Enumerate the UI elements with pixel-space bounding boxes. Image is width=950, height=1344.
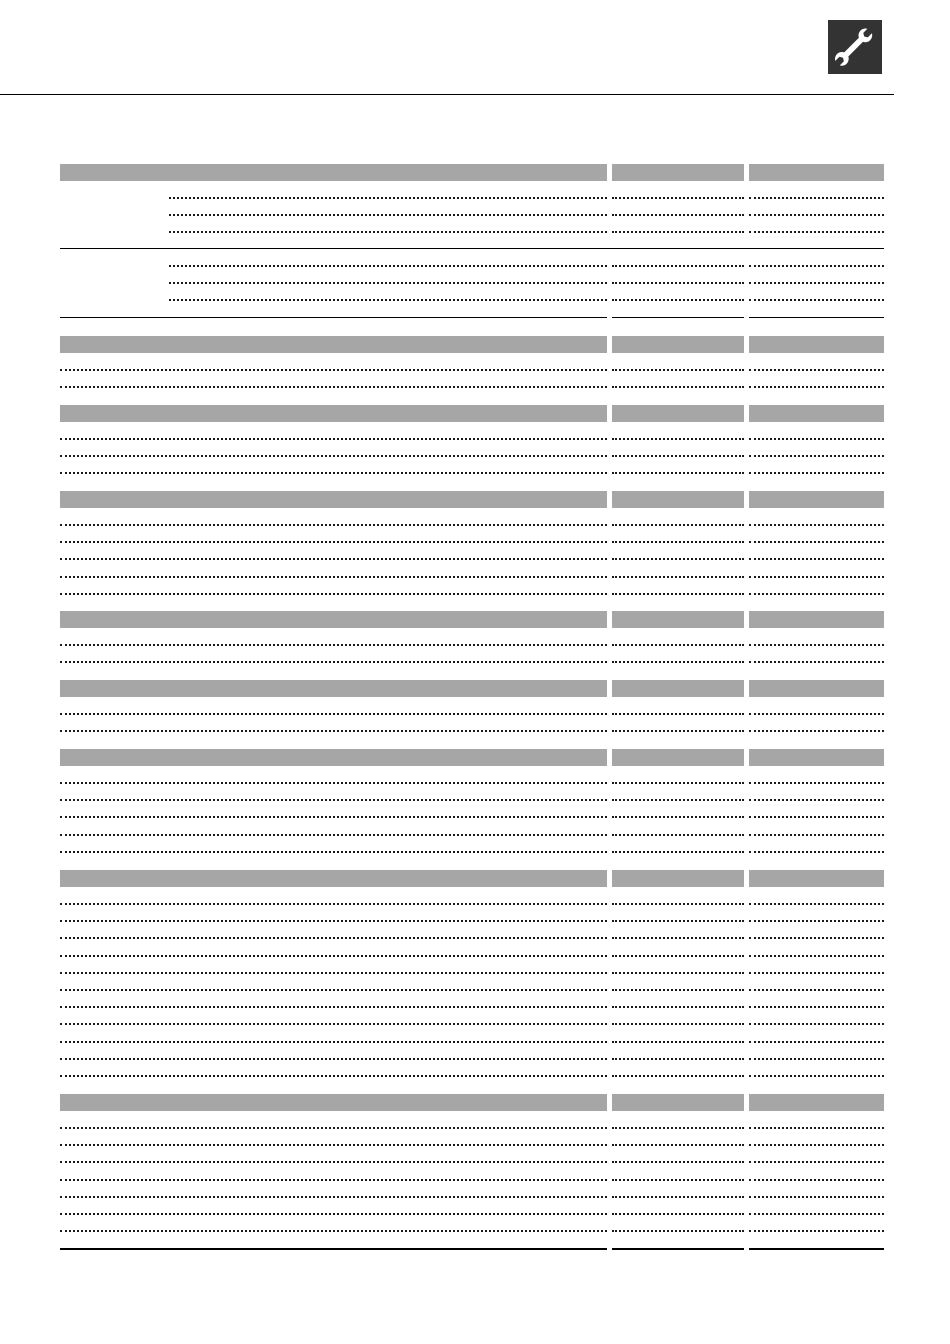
section-2-header-col-3 (749, 336, 884, 353)
section-6-entry-line-1-col-3[interactable] (749, 713, 884, 715)
section-1-entry-line-4-col-2[interactable] (612, 265, 744, 267)
section-9-entry-line-2-col-2[interactable] (612, 1144, 744, 1146)
section-1-entry-line-5-col-3[interactable] (749, 282, 884, 284)
section-4-entry-line-1-col-3[interactable] (749, 524, 884, 526)
section-6-entry-line-2-col-2[interactable] (612, 730, 744, 732)
section-1-entry-line-2-col-1[interactable] (169, 214, 607, 216)
section-4-entry-line-3-col-1[interactable] (60, 558, 607, 560)
section-8-entry-line-10-col-2[interactable] (612, 1058, 744, 1060)
section-4-entry-line-2-col-1[interactable] (60, 541, 607, 543)
form-bottom-rule-col-1 (60, 1248, 607, 1250)
section-8-entry-line-8-col-2[interactable] (612, 1023, 744, 1025)
section-7-entry-line-2-col-3[interactable] (749, 799, 884, 801)
section-4-entry-line-4-col-2[interactable] (612, 576, 744, 578)
section-3-entry-line-1-col-3[interactable] (749, 438, 884, 440)
section-9-header-col-3 (749, 1094, 884, 1111)
section-1-entry-line-1-col-3[interactable] (749, 197, 884, 199)
section-3-entry-line-2-col-2[interactable] (612, 455, 744, 457)
section-6-entry-line-2-col-1[interactable] (60, 730, 607, 732)
section-7-entry-line-2-col-1[interactable] (60, 799, 607, 801)
section-8-entry-line-6-col-2[interactable] (612, 989, 744, 991)
section-7-entry-line-5-col-2[interactable] (612, 851, 744, 853)
section-9-entry-line-6-col-3[interactable] (749, 1213, 884, 1215)
section-8-entry-line-10-col-1[interactable] (60, 1058, 607, 1060)
group-divider (60, 248, 884, 249)
section-9-entry-line-4-col-1[interactable] (60, 1179, 607, 1181)
section-4-entry-line-1-col-2[interactable] (612, 524, 744, 526)
section-9-entry-line-2-col-1[interactable] (60, 1144, 607, 1146)
section-8-entry-line-5-col-1[interactable] (60, 972, 607, 974)
section-9-entry-line-6-col-2[interactable] (612, 1213, 744, 1215)
section-8-entry-line-11-col-3[interactable] (749, 1075, 884, 1077)
section-9-entry-line-7-col-2[interactable] (612, 1230, 744, 1232)
section-8-entry-line-10-col-3[interactable] (749, 1058, 884, 1060)
section-8-entry-line-8-col-3[interactable] (749, 1023, 884, 1025)
section-7-entry-line-3-col-1[interactable] (60, 816, 607, 818)
section-1-header-col-1 (60, 164, 607, 181)
section-1-entry-line-4-col-1[interactable] (169, 265, 607, 267)
section-1-entry-line-6-col-2[interactable] (612, 299, 744, 301)
section-7-entry-line-4-col-1[interactable] (60, 834, 607, 836)
section-2-entry-line-1-col-1[interactable] (60, 369, 607, 371)
section-1-entry-line-3-col-3[interactable] (749, 231, 884, 233)
section-9-entry-line-5-col-3[interactable] (749, 1196, 884, 1198)
section-4-entry-line-2-col-2[interactable] (612, 541, 744, 543)
section-8-entry-line-8-col-1[interactable] (60, 1023, 607, 1025)
section-1-closing-rule-col-2 (612, 317, 744, 318)
section-4-entry-line-5-col-3[interactable] (749, 593, 884, 595)
section-1-closing-rule-col-1 (60, 317, 607, 318)
section-4-entry-line-5-col-2[interactable] (612, 593, 744, 595)
section-9-header-col-1 (60, 1094, 607, 1111)
section-1-entry-line-1-col-1[interactable] (169, 197, 607, 199)
section-3-entry-line-1-col-2[interactable] (612, 438, 744, 440)
section-9-entry-line-1-col-2[interactable] (612, 1127, 744, 1129)
section-5-entry-line-1-col-2[interactable] (612, 644, 744, 646)
section-8-entry-line-2-col-3[interactable] (749, 920, 884, 922)
section-8-header-col-1 (60, 870, 607, 887)
section-8-entry-line-1-col-1[interactable] (60, 903, 607, 905)
section-1-entry-line-6-col-3[interactable] (749, 299, 884, 301)
section-2-entry-line-1-col-2[interactable] (612, 369, 744, 371)
section-9-entry-line-1-col-3[interactable] (749, 1127, 884, 1129)
section-9-header-col-2 (612, 1094, 744, 1111)
section-7-entry-line-1-col-1[interactable] (60, 782, 607, 784)
section-8-entry-line-3-col-2[interactable] (612, 937, 744, 939)
section-9-entry-line-5-col-2[interactable] (612, 1196, 744, 1198)
section-8-entry-line-6-col-3[interactable] (749, 989, 884, 991)
section-1-closing-rule-col-3 (749, 317, 884, 318)
section-4-entry-line-2-col-3[interactable] (749, 541, 884, 543)
section-9-entry-line-6-col-1[interactable] (60, 1213, 607, 1215)
section-8-entry-line-4-col-1[interactable] (60, 955, 607, 957)
section-8-entry-line-9-col-3[interactable] (749, 1041, 884, 1043)
section-3-entry-line-2-col-3[interactable] (749, 455, 884, 457)
section-8-entry-line-7-col-1[interactable] (60, 1006, 607, 1008)
section-8-entry-line-9-col-2[interactable] (612, 1041, 744, 1043)
section-4-entry-line-4-col-3[interactable] (749, 576, 884, 578)
section-7-header-col-1 (60, 749, 607, 766)
section-8-header-col-3 (749, 870, 884, 887)
section-1-entry-line-2-col-2[interactable] (612, 214, 744, 216)
section-9-entry-line-4-col-3[interactable] (749, 1179, 884, 1181)
section-1-entry-line-1-col-2[interactable] (612, 197, 744, 199)
section-2-entry-line-2-col-3[interactable] (749, 386, 884, 388)
section-5-entry-line-1-col-3[interactable] (749, 644, 884, 646)
section-7-entry-line-4-col-2[interactable] (612, 834, 744, 836)
section-8-entry-line-3-col-1[interactable] (60, 937, 607, 939)
section-3-entry-line-1-col-1[interactable] (60, 438, 607, 440)
section-5-entry-line-2-col-2[interactable] (612, 661, 744, 663)
section-8-entry-line-9-col-1[interactable] (60, 1041, 607, 1043)
section-8-entry-line-5-col-2[interactable] (612, 972, 744, 974)
section-1-header-col-3 (749, 164, 884, 181)
section-6-header-col-1 (60, 680, 607, 697)
section-8-entry-line-1-col-2[interactable] (612, 903, 744, 905)
section-7-entry-line-3-col-3[interactable] (749, 816, 884, 818)
section-4-header-col-1 (60, 491, 607, 508)
section-8-entry-line-4-col-2[interactable] (612, 955, 744, 957)
section-4-entry-line-3-col-3[interactable] (749, 558, 884, 560)
section-7-entry-line-4-col-3[interactable] (749, 834, 884, 836)
section-6-header-col-2 (612, 680, 744, 697)
section-1-entry-line-3-col-2[interactable] (612, 231, 744, 233)
section-5-header-col-2 (612, 611, 744, 628)
section-3-entry-line-2-col-1[interactable] (60, 455, 607, 457)
section-5-header-col-1 (60, 611, 607, 628)
section-8-entry-line-1-col-3[interactable] (749, 903, 884, 905)
section-3-header-col-2 (612, 405, 744, 422)
section-8-header-col-2 (612, 870, 744, 887)
section-1-entry-line-4-col-3[interactable] (749, 265, 884, 267)
section-5-entry-line-2-col-3[interactable] (749, 661, 884, 663)
section-4-entry-line-5-col-1[interactable] (60, 593, 607, 595)
section-7-entry-line-3-col-2[interactable] (612, 816, 744, 818)
section-8-entry-line-5-col-3[interactable] (749, 972, 884, 974)
section-7-entry-line-1-col-3[interactable] (749, 782, 884, 784)
section-7-entry-line-5-col-1[interactable] (60, 851, 607, 853)
section-4-header-col-2 (612, 491, 744, 508)
section-2-entry-line-2-col-2[interactable] (612, 386, 744, 388)
section-9-entry-line-7-col-3[interactable] (749, 1230, 884, 1232)
section-7-entry-line-1-col-2[interactable] (612, 782, 744, 784)
section-6-entry-line-2-col-3[interactable] (749, 730, 884, 732)
section-8-entry-line-7-col-3[interactable] (749, 1006, 884, 1008)
section-3-header-col-1 (60, 405, 607, 422)
form-bottom-rule-col-3 (749, 1248, 884, 1250)
form-bottom-rule-col-2 (612, 1248, 744, 1250)
section-2-entry-line-1-col-3[interactable] (749, 369, 884, 371)
section-5-header-col-3 (749, 611, 884, 628)
section-9-entry-line-7-col-1[interactable] (60, 1230, 607, 1232)
section-6-entry-line-1-col-2[interactable] (612, 713, 744, 715)
section-8-entry-line-11-col-1[interactable] (60, 1075, 607, 1077)
section-3-entry-line-3-col-1[interactable] (60, 472, 607, 474)
section-1-entry-line-5-col-2[interactable] (612, 282, 744, 284)
section-9-entry-line-1-col-1[interactable] (60, 1127, 607, 1129)
section-9-entry-line-3-col-3[interactable] (749, 1161, 884, 1163)
section-9-entry-line-3-col-2[interactable] (612, 1161, 744, 1163)
section-8-entry-line-7-col-2[interactable] (612, 1006, 744, 1008)
section-4-entry-line-1-col-1[interactable] (60, 524, 607, 526)
section-1-entry-line-3-col-1[interactable] (169, 231, 607, 233)
section-9-entry-line-2-col-3[interactable] (749, 1144, 884, 1146)
section-4-entry-line-3-col-2[interactable] (612, 558, 744, 560)
section-2-entry-line-2-col-1[interactable] (60, 386, 607, 388)
section-9-entry-line-3-col-1[interactable] (60, 1161, 607, 1163)
section-8-entry-line-4-col-3[interactable] (749, 955, 884, 957)
section-2-header-col-1 (60, 336, 607, 353)
section-9-entry-line-4-col-2[interactable] (612, 1179, 744, 1181)
section-6-entry-line-1-col-1[interactable] (60, 713, 607, 715)
section-6-header-col-3 (749, 680, 884, 697)
section-7-entry-line-2-col-2[interactable] (612, 799, 744, 801)
section-3-header-col-3 (749, 405, 884, 422)
section-4-entry-line-4-col-1[interactable] (60, 576, 607, 578)
section-8-entry-line-2-col-1[interactable] (60, 920, 607, 922)
section-1-entry-line-5-col-1[interactable] (169, 282, 607, 284)
section-1-entry-line-2-col-3[interactable] (749, 214, 884, 216)
section-7-header-col-2 (612, 749, 744, 766)
section-7-entry-line-5-col-3[interactable] (749, 851, 884, 853)
section-8-entry-line-3-col-3[interactable] (749, 937, 884, 939)
section-1-header-col-2 (612, 164, 744, 181)
section-3-entry-line-3-col-2[interactable] (612, 472, 744, 474)
section-2-header-col-2 (612, 336, 744, 353)
section-8-entry-line-11-col-2[interactable] (612, 1075, 744, 1077)
section-3-entry-line-3-col-3[interactable] (749, 472, 884, 474)
section-7-header-col-3 (749, 749, 884, 766)
section-1-entry-line-6-col-1[interactable] (169, 299, 607, 301)
section-4-header-col-3 (749, 491, 884, 508)
section-5-entry-line-1-col-1[interactable] (60, 644, 607, 646)
section-8-entry-line-6-col-1[interactable] (60, 989, 607, 991)
section-9-entry-line-5-col-1[interactable] (60, 1196, 607, 1198)
section-5-entry-line-2-col-1[interactable] (60, 661, 607, 663)
section-8-entry-line-2-col-2[interactable] (612, 920, 744, 922)
